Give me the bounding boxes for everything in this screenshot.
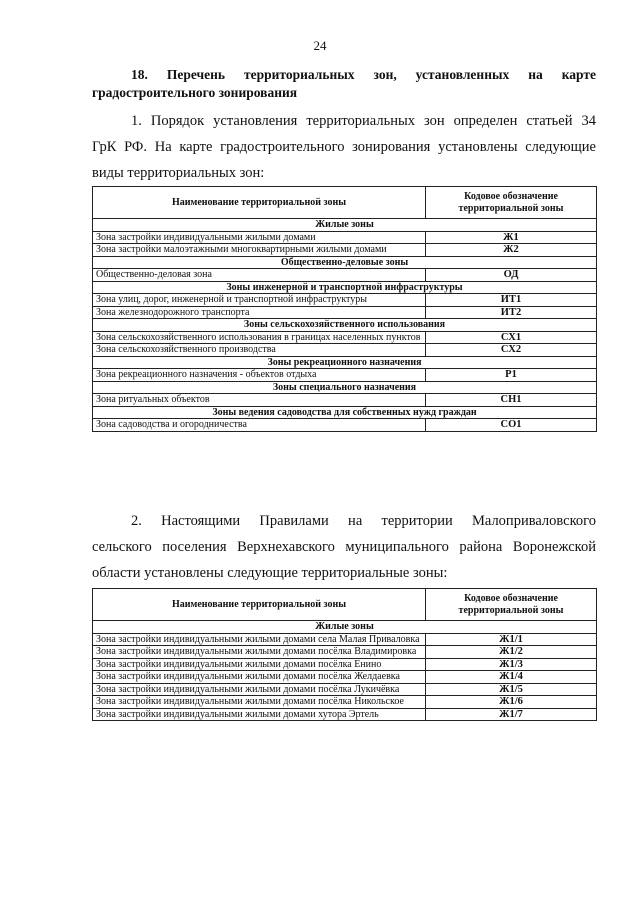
table-row bbox=[93, 658, 597, 671]
group-title: Зоны ведения садоводства для собственных нужд граждан bbox=[93, 406, 597, 419]
zone-name: Зона железнодорожного транспорта bbox=[93, 306, 426, 319]
group-title: Жилые зоны bbox=[93, 219, 597, 232]
zone-code: Р1 bbox=[426, 369, 597, 382]
table-row bbox=[93, 696, 597, 709]
zone-name: Зона застройки индивидуальными жилыми домами bbox=[93, 231, 426, 244]
heading-line: градостроительного зонирования bbox=[92, 85, 298, 100]
zone-name: Зона застройки индивидуальными жилыми домами села Малая Приваловка bbox=[93, 633, 426, 646]
heading-line: 18. Перечень территориальных зон, установленных на карте bbox=[131, 67, 596, 82]
group-title: Зоны рекреационного назначения bbox=[93, 356, 597, 369]
table-row bbox=[93, 331, 597, 344]
group-title: Общественно-деловые зоны bbox=[93, 256, 597, 269]
table-row bbox=[93, 231, 597, 244]
header-code: Кодовое обозначение территориальной зоны bbox=[426, 589, 597, 621]
zone-code: СХ2 bbox=[426, 344, 597, 357]
zone-name: Общественно-деловая зона bbox=[93, 269, 426, 282]
paragraph-line: 1. Порядок установления территориальных зон определен статьей 34 bbox=[131, 113, 596, 129]
paragraph-line: сельского поселения Верхнехавского муниципального района Воронежской bbox=[92, 539, 596, 555]
table-row bbox=[93, 671, 597, 684]
zone-name: Зона застройки индивидуальными жилыми домами посёлка Лукичёвка bbox=[93, 683, 426, 696]
table-group-row bbox=[93, 621, 597, 634]
zone-name: Зона застройки индивидуальными жилыми домами хутора Эртель bbox=[93, 708, 426, 721]
table-row bbox=[93, 269, 597, 282]
table-row bbox=[93, 646, 597, 659]
zone-name: Зона застройки малоэтажными многоквартирными жилыми домами bbox=[93, 244, 426, 257]
zone-code: Ж1/5 bbox=[426, 683, 597, 696]
zone-name: Зона застройки индивидуальными жилыми домами посёлка Енино bbox=[93, 658, 426, 671]
zone-code: СН1 bbox=[426, 394, 597, 407]
table-group-row bbox=[93, 256, 597, 269]
table-row bbox=[93, 394, 597, 407]
table-group-row bbox=[93, 319, 597, 332]
zones-table-1 bbox=[92, 186, 597, 432]
table-row bbox=[93, 294, 597, 307]
zone-code: ИТ2 bbox=[426, 306, 597, 319]
zone-name: Зона сельскохозяйственного производства bbox=[93, 344, 426, 357]
section-heading bbox=[92, 66, 596, 102]
header-code: Кодовое обозначение территориальной зоны bbox=[426, 187, 597, 219]
header-name: Наименование территориальной зоны bbox=[93, 187, 426, 219]
table-row bbox=[93, 306, 597, 319]
zone-code: СХ1 bbox=[426, 331, 597, 344]
table-row bbox=[93, 244, 597, 257]
table-row bbox=[93, 633, 597, 646]
zone-code: ИТ1 bbox=[426, 294, 597, 307]
table-row bbox=[93, 344, 597, 357]
group-title: Зоны сельскохозяйственного использования bbox=[93, 319, 597, 332]
zone-name: Зона ритуальных объектов bbox=[93, 394, 426, 407]
zone-name: Зона улиц, дорог, инженерной и транспортной инфраструктуры bbox=[93, 294, 426, 307]
zone-code: Ж1/4 bbox=[426, 671, 597, 684]
table-group-row bbox=[93, 219, 597, 232]
table-row bbox=[93, 419, 597, 432]
zone-name: Зона застройки индивидуальными жилыми домами посёлка Владимировка bbox=[93, 646, 426, 659]
zone-code: Ж1/1 bbox=[426, 633, 597, 646]
table-header-row bbox=[93, 589, 597, 621]
zone-name: Зона застройки индивидуальными жилыми домами посёлка Никольское bbox=[93, 696, 426, 709]
table-group-row bbox=[93, 406, 597, 419]
zone-name: Зона садоводства и огородничества bbox=[93, 419, 426, 432]
table-group-row bbox=[93, 281, 597, 294]
table-header-row bbox=[93, 187, 597, 219]
zones-table-2 bbox=[92, 588, 597, 721]
table-row bbox=[93, 369, 597, 382]
zone-name: Зона застройки индивидуальными жилыми домами посёлка Желдаевка bbox=[93, 671, 426, 684]
zone-name: Зона сельскохозяйственного использования в границах населенных пунктов bbox=[93, 331, 426, 344]
paragraph-line: области установлены следующие территориальные зоны: bbox=[92, 565, 448, 581]
table-group-row bbox=[93, 381, 597, 394]
table-group-row bbox=[93, 356, 597, 369]
table-row bbox=[93, 708, 597, 721]
zone-code: Ж1/2 bbox=[426, 646, 597, 659]
zone-code: Ж2 bbox=[426, 244, 597, 257]
paragraph-line: 2. Настоящими Правилами на территории Малоприваловского bbox=[131, 513, 596, 529]
paragraph-line: ГрК РФ. На карте градостроительного зонирования установлены следующие bbox=[92, 139, 596, 155]
zone-code: Ж1 bbox=[426, 231, 597, 244]
header-name: Наименование территориальной зоны bbox=[93, 589, 426, 621]
paragraph-1 bbox=[92, 108, 596, 186]
zone-code: Ж1/7 bbox=[426, 708, 597, 721]
table-row bbox=[93, 683, 597, 696]
group-title: Зоны специального назначения bbox=[93, 381, 597, 394]
zone-code: Ж1/3 bbox=[426, 658, 597, 671]
page-number: 24 bbox=[313, 38, 327, 53]
zone-code: СО1 bbox=[426, 419, 597, 432]
zone-name: Зона рекреационного назначения - объектов отдыха bbox=[93, 369, 426, 382]
paragraph-line: виды территориальных зон: bbox=[92, 165, 265, 181]
zone-code: Ж1/6 bbox=[426, 696, 597, 709]
zone-code: ОД bbox=[426, 269, 597, 282]
group-title: Жилые зоны bbox=[93, 621, 597, 634]
group-title: Зоны инженерной и транспортной инфраструктуры bbox=[93, 281, 597, 294]
paragraph-2 bbox=[92, 508, 596, 586]
